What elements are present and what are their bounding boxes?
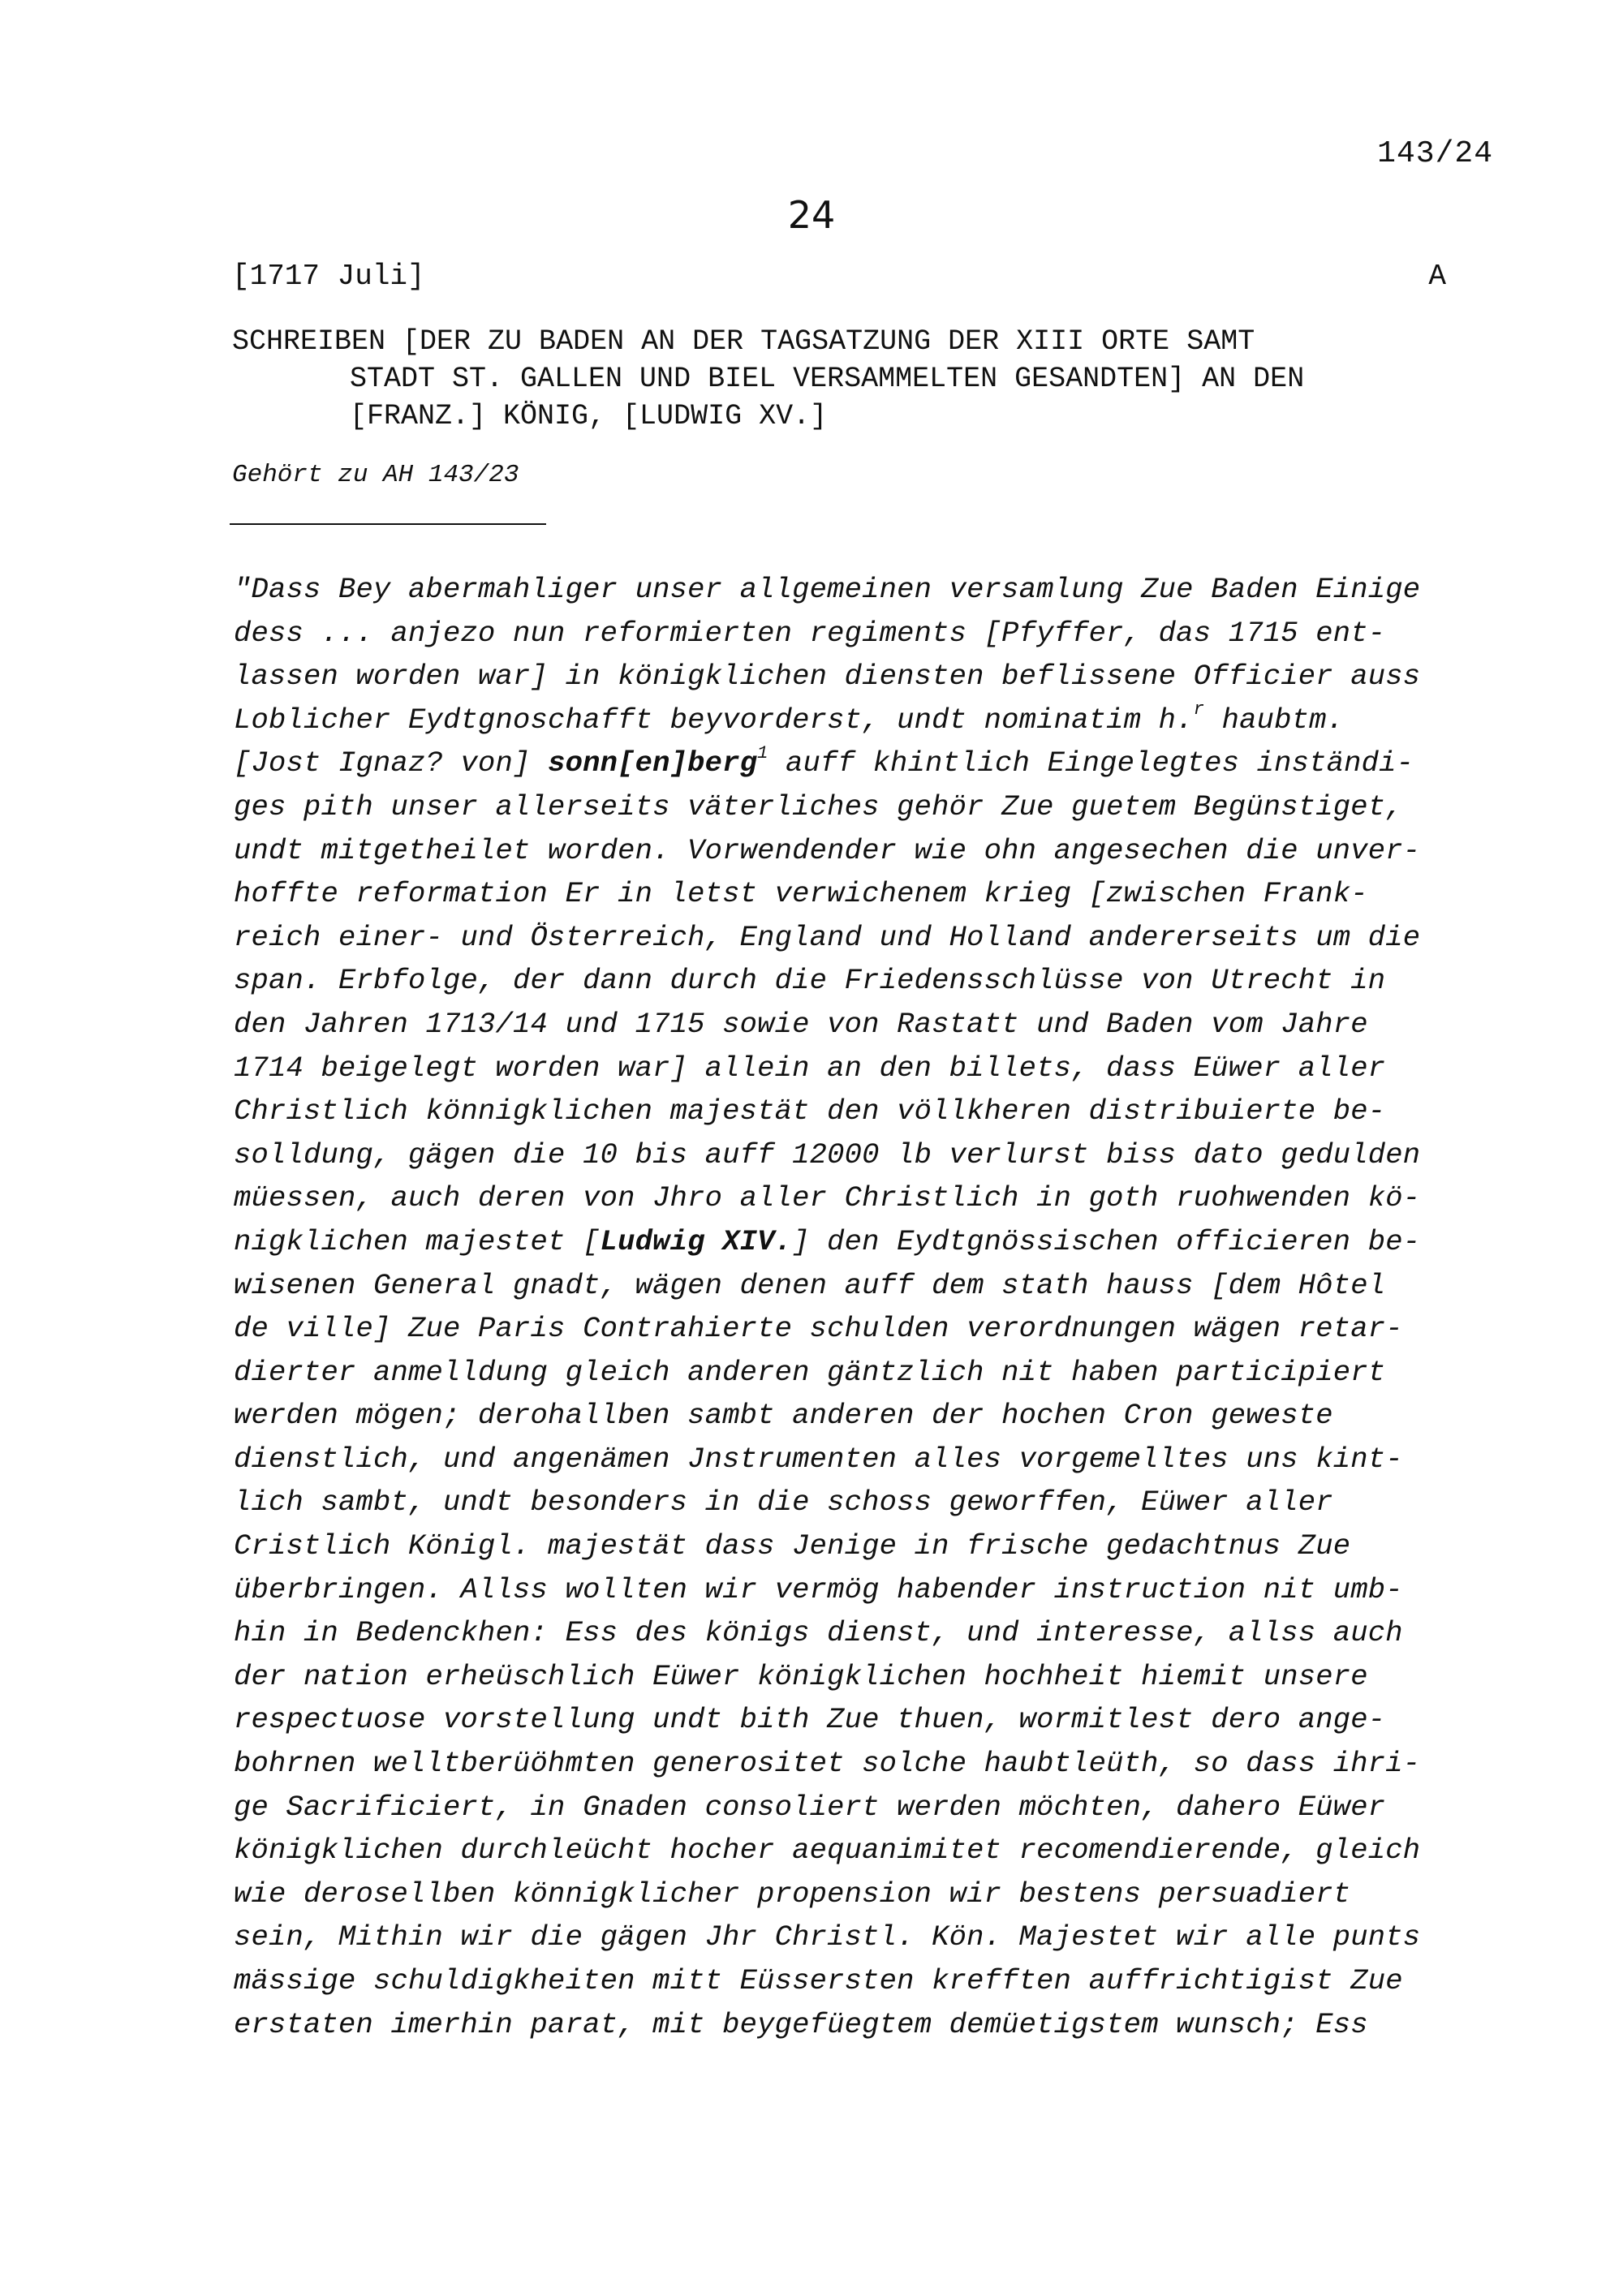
body-line: "Dass Bey abermahliger unser allgemeinen versamlung Zue Baden Einige xyxy=(234,573,1421,606)
body-line: der nation erheüschlich Eüwer königklichen hochheit hiemit unsere xyxy=(234,1659,1368,1693)
document-date: [1717 Juli] xyxy=(232,260,425,293)
body-text-segment: [Jost Ignaz? von] xyxy=(234,746,549,780)
body-line: respectuose vorstellung undt bith Zue thuen, wormitlest dero ange- xyxy=(234,1703,1386,1737)
body-line: überbringen. Allss wollten wir vermög habender instruction nit umb- xyxy=(234,1572,1403,1606)
body-line: ges pith unser allerseits väterliches gehör Zue guetem Begünstiget, xyxy=(234,789,1403,823)
body-text-segment: haubtm. xyxy=(1204,703,1345,737)
body-line: Cristlich Königl. majestät dass Jenige in frische gedachtnus Zue xyxy=(234,1529,1351,1563)
body-line: solldung, gägen die 10 bis auff 12000 lb verlurst biss dato gedulden xyxy=(234,1137,1421,1172)
body-line: lassen worden war] in königklichen diensten beflissene Officier auss xyxy=(234,660,1421,694)
body-line: werden mögen; derohallben sambt anderen der hochen Cron geweste xyxy=(234,1399,1333,1433)
title-line-2: STADT ST. GALLEN UND BIEL VERSAMMELTEN GESANDTEN] AN DEN xyxy=(350,363,1305,395)
body-line xyxy=(234,699,1565,742)
body-line xyxy=(234,742,1565,785)
body-line: span. Erbfolge, der dann durch die Friedensschlüsse von Utrecht in xyxy=(234,964,1386,998)
body-line: undt mitgetheilet worden. Vorwendender wie ohn angesechen die unver- xyxy=(234,833,1421,867)
letter-body xyxy=(234,568,1565,2046)
body-line: mässige schuldigkheiten mitt Eüssersten krefften auffrichtigist Zue xyxy=(234,1964,1403,1997)
variant-letter: A xyxy=(1428,260,1446,293)
body-line: dienstlich, und angenämen Jnstrumenten alles vorgemelltes uns kint- xyxy=(234,1442,1403,1476)
body-text-segment: nigklichen majestet [ xyxy=(234,1224,601,1258)
body-line: erstaten imerhin parat, mit beygefüegtem demüetigstem wunsch; Ess xyxy=(234,2007,1368,2041)
body-text-segment: auff khintlich Eingelegtes inständi- xyxy=(768,746,1414,780)
bold-name: sonn[en]berg xyxy=(548,746,758,780)
body-line: bohrnen welltberüöhmten generositet solche haubtleüth, so dass ihri- xyxy=(234,1747,1421,1781)
footnote-marker: 1 xyxy=(757,742,768,763)
title-line-3: [FRANZ.] KÖNIG, [LUDWIG XV.] xyxy=(350,400,828,432)
separator-rule xyxy=(230,523,546,525)
cross-reference-note: Gehört zu AH 143/23 xyxy=(232,461,519,489)
body-line: königklichen durchleücht hocher aequanimitet recomendierende, gleich xyxy=(234,1834,1421,1868)
body-line: dess ... anjezo nun reformierten regiments [Pfyffer, das 1715 ent- xyxy=(234,616,1386,650)
body-text-segment: Loblicher Eydtgnoschafft beyvorderst, undt nominatim h. xyxy=(234,703,1194,737)
body-line: müessen, auch deren von Jhro aller Christlich in goth ruohwenden kö- xyxy=(234,1181,1421,1215)
document-title xyxy=(232,323,1530,435)
body-line: reich einer- und Österreich, England und Holland andererseits um die xyxy=(234,920,1421,954)
body-line: wisenen General gnadt, wägen denen auff dem stath hauss [dem Hôtel xyxy=(234,1268,1386,1302)
body-line: de ville] Zue Paris Contrahierte schulden verordnungen wägen retar- xyxy=(234,1312,1403,1346)
body-line: dierter anmelldung gleich anderen gäntzlich nit haben participiert xyxy=(234,1355,1386,1389)
body-line: hin in Bedenckhen: Ess des königs dienst, und interesse, allss auch xyxy=(234,1616,1403,1650)
body-line: den Jahren 1713/14 und 1715 sowie von Rastatt und Baden vom Jahre xyxy=(234,1007,1368,1041)
body-line: lich sambt, undt besonders in die schoss geworffen, Eüwer aller xyxy=(234,1486,1333,1520)
body-line: 1714 beigelegt worden war] allein an den billets, dass Eüwer aller xyxy=(234,1051,1386,1085)
body-text-segment: ] den Eydtgnössischen officieren be- xyxy=(792,1224,1421,1258)
title-line-1: SCHREIBEN [DER ZU BADEN AN DER TAGSATZUNG DER XIII ORTE SAMT xyxy=(232,325,1255,358)
body-line: wie derosellben könnigklicher propension wir bestens persuadiert xyxy=(234,1877,1351,1911)
bold-name: Ludwig XIV. xyxy=(600,1224,793,1258)
page-reference: 143/24 xyxy=(1377,136,1493,171)
superscript: r xyxy=(1193,699,1205,720)
document-number: 24 xyxy=(787,193,836,237)
body-line: ge Sacrificiert, in Gnaden consoliert werden möchten, dahero Eüwer xyxy=(234,1790,1386,1824)
body-line: sein, Mithin wir die gägen Jhr Christl. Kön. Majestet wir alle punts xyxy=(234,1920,1421,1954)
body-line: Christlich könnigklichen majestät den völlkheren distribuierte be- xyxy=(234,1094,1386,1129)
body-line: hoffte reformation Er in letst verwichenem krieg [zwischen Frank- xyxy=(234,877,1368,911)
body-line xyxy=(234,1220,1565,1264)
